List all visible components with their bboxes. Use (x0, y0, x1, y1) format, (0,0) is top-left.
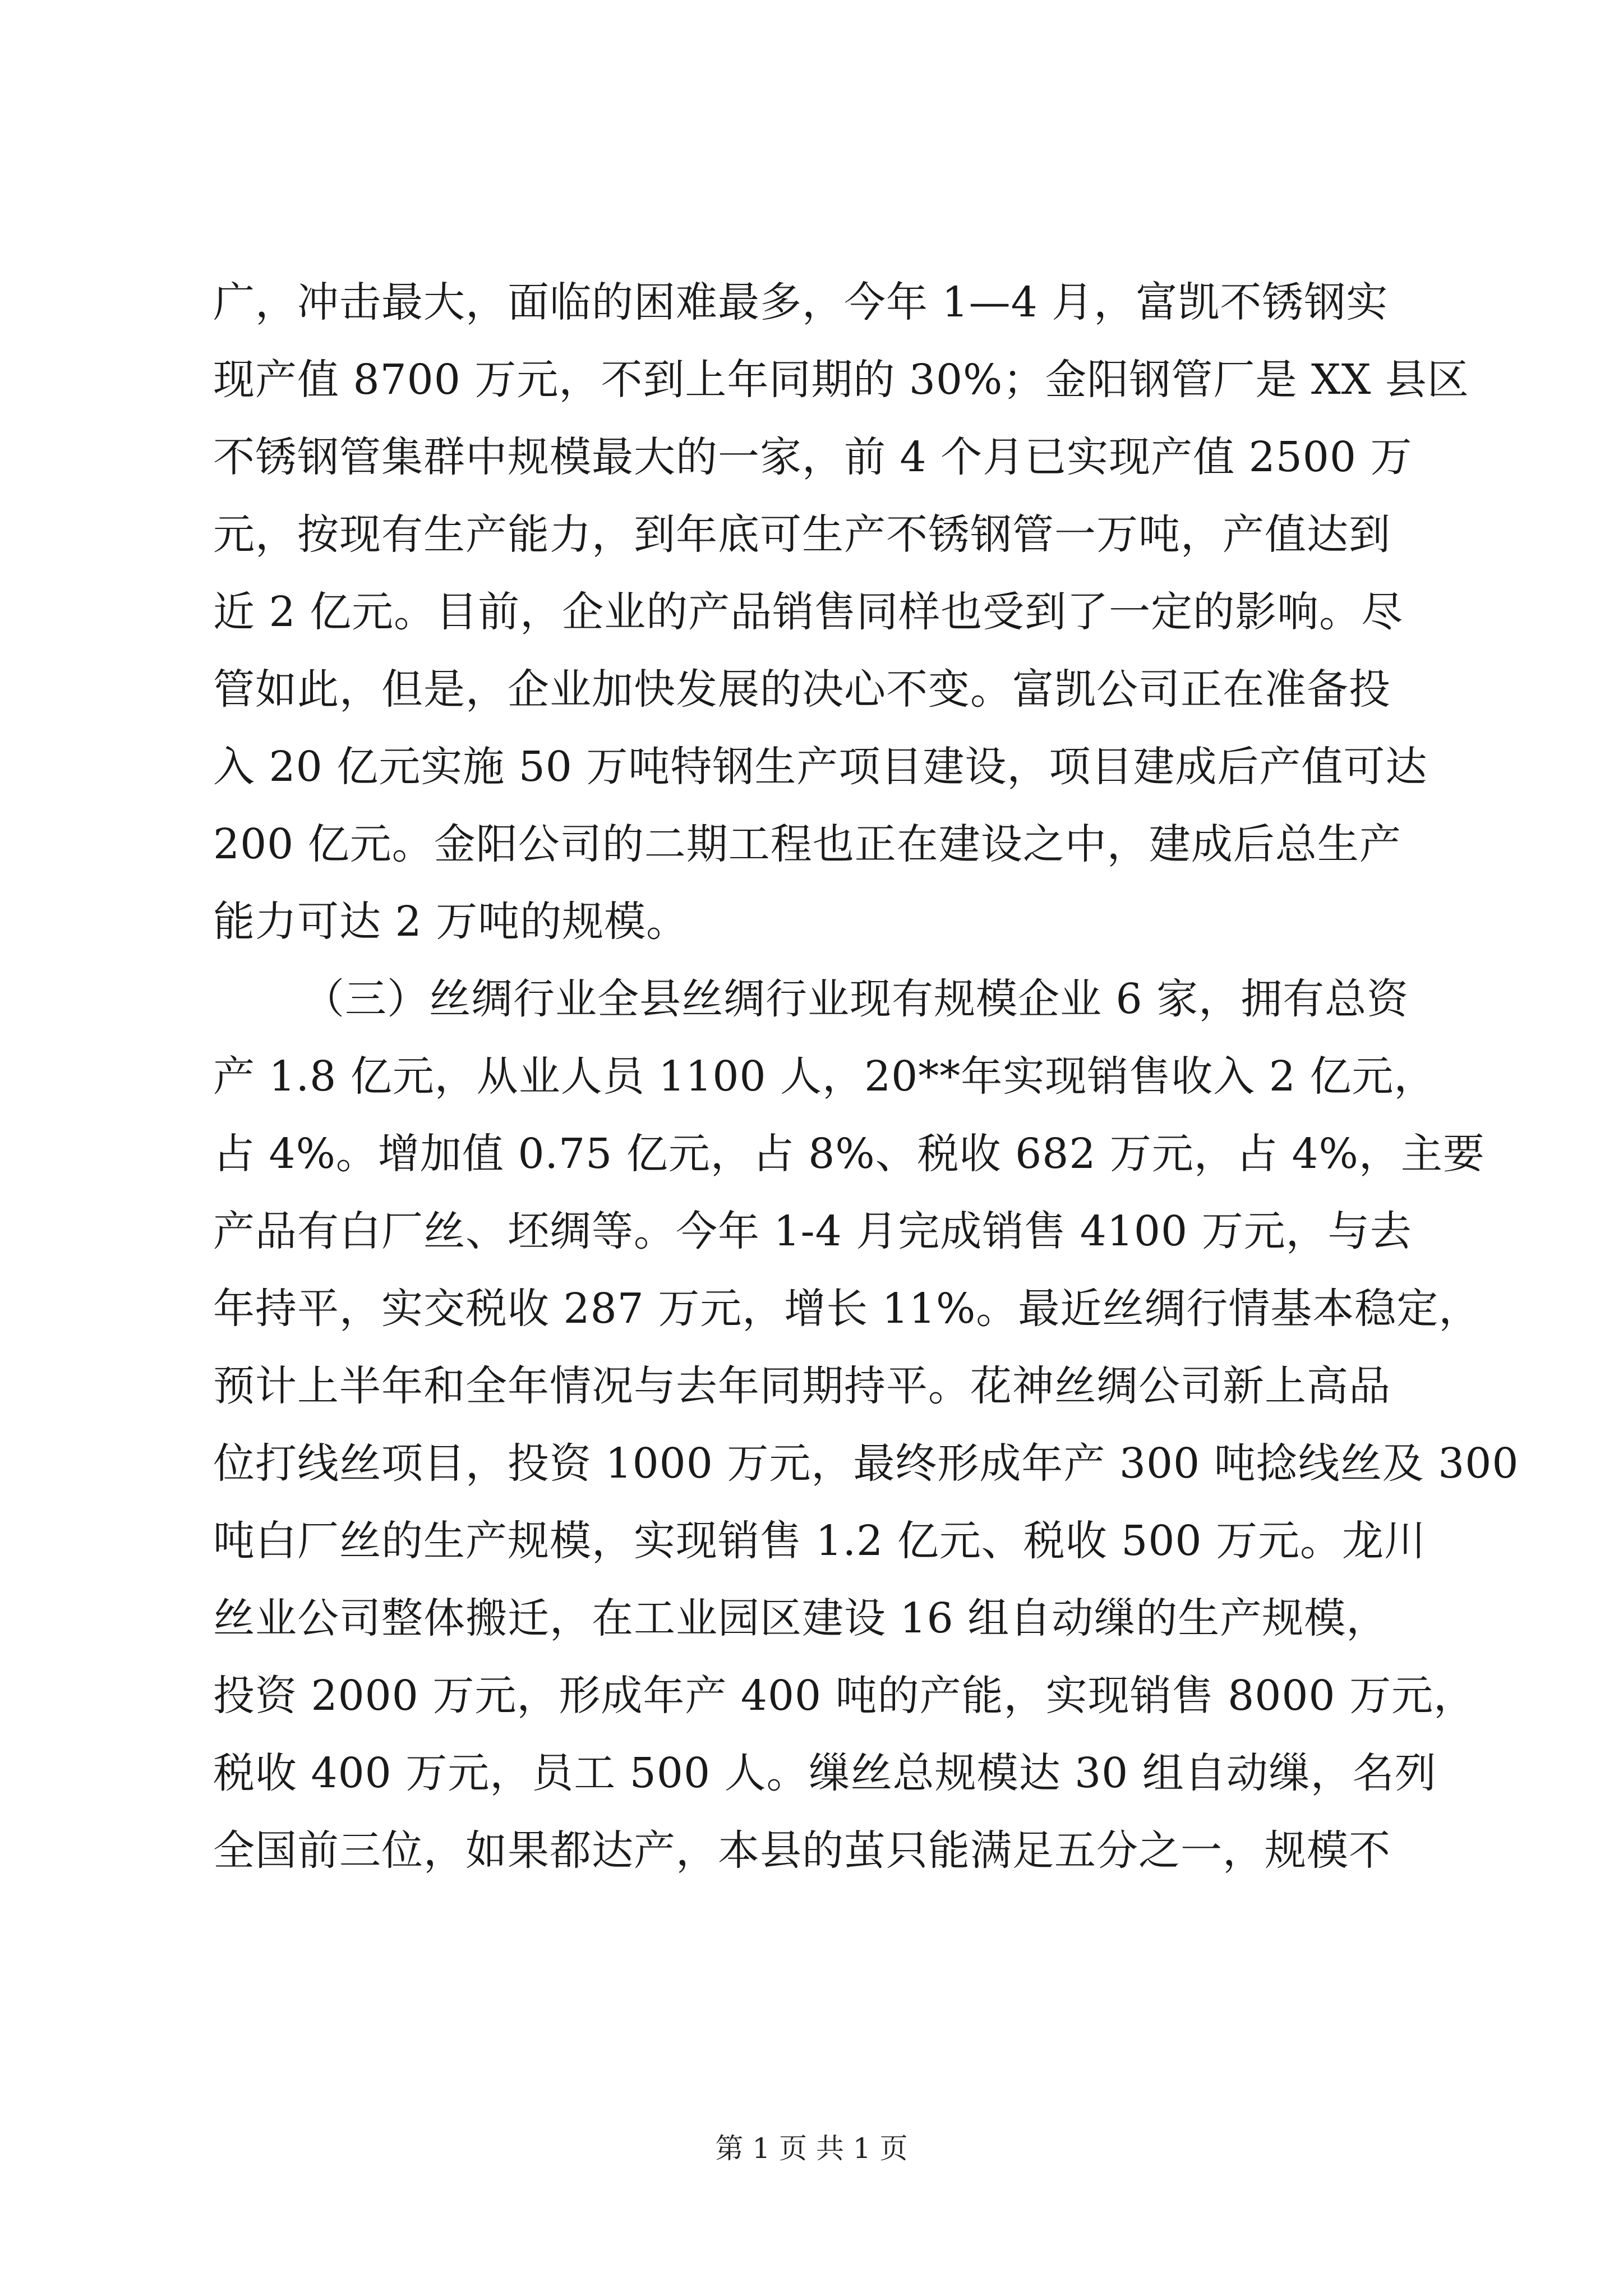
text-line: 占 4%。增加值 0.75 亿元，占 8%、税收 682 万元，占 4%，主要 (213, 1130, 1485, 1178)
text-line: 元，按现有生产能力，到年底可生产不锈钢管一万吨，产值达到 (213, 510, 1391, 559)
text-line: 入 20 亿元实施 50 万吨特钢生产项目建设，项目建成后产值可达 (213, 743, 1428, 791)
text-line: （三）丝绸行业全县丝绸行业现有规模企业 6 家，拥有总资 (303, 975, 1409, 1023)
text-line: 税收 400 万元，员工 500 人。缫丝总规模达 30 组自动缫，名列 (213, 1749, 1437, 1797)
text-line: 全国前三位，如果都达产，本县的茧只能满足五分之一，规模不 (213, 1826, 1391, 1875)
text-line: 产 1.8 亿元，从业人员 1100 人，20**年实现销售收入 2 亿元， (213, 1052, 1436, 1101)
text-line: 位打线丝项目，投资 1000 万元，最终形成年产 300 吨捻线丝及 300 (213, 1439, 1519, 1488)
text-line: 产品有白厂丝、坯绸等。今年 1-4 月完成销售 4100 万元，与去 (213, 1207, 1412, 1255)
text-line: 丝业公司整体搬迁，在工业园区建设 16 组自动缫的生产规模， (213, 1594, 1389, 1642)
document-body (213, 264, 1519, 1889)
text-line: 现产值 8700 万元，不到上年同期的 30%；金阳钢管厂是 XX 县区 (213, 356, 1469, 404)
text-line: 预计上半年和全年情况与去年同期持平。花神丝绸公司新上高品 (213, 1362, 1391, 1410)
text-line: 投资 2000 万元，形成年产 400 吨的产能，实现销售 8000 万元， (213, 1672, 1476, 1720)
text-line: 不锈钢管集群中规模最大的一家，前 4 个月已实现产值 2500 万 (213, 433, 1413, 481)
text-line: 广，冲击最大，面临的困难最多，今年 1—4 月，富凯不锈钢实 (213, 278, 1389, 326)
text-line: 能力可达 2 万吨的规模。 (213, 898, 689, 946)
text-line: 年持平，实交税收 287 万元，增长 11%。最近丝绸行情基本稳定， (213, 1285, 1481, 1333)
text-line: 200 亿元。金阳公司的二期工程也正在建设之中，建成后总生产 (213, 820, 1401, 868)
text-line: 近 2 亿元。目前，企业的产品销售同样也受到了一定的影响。尽 (213, 588, 1404, 636)
text-line: 吨白厂丝的生产规模，实现销售 1.2 亿元、税收 500 万元。龙川 (213, 1517, 1427, 1565)
paragraph-silk (213, 960, 1519, 1889)
text-line: 管如此，但是，企业加快发展的决心不变。富凯公司正在准备投 (213, 665, 1391, 714)
paragraph-steel (213, 264, 1469, 960)
page-number: 第 1 页 共 1 页 (715, 2132, 908, 2165)
page-footer (0, 2132, 1623, 2165)
